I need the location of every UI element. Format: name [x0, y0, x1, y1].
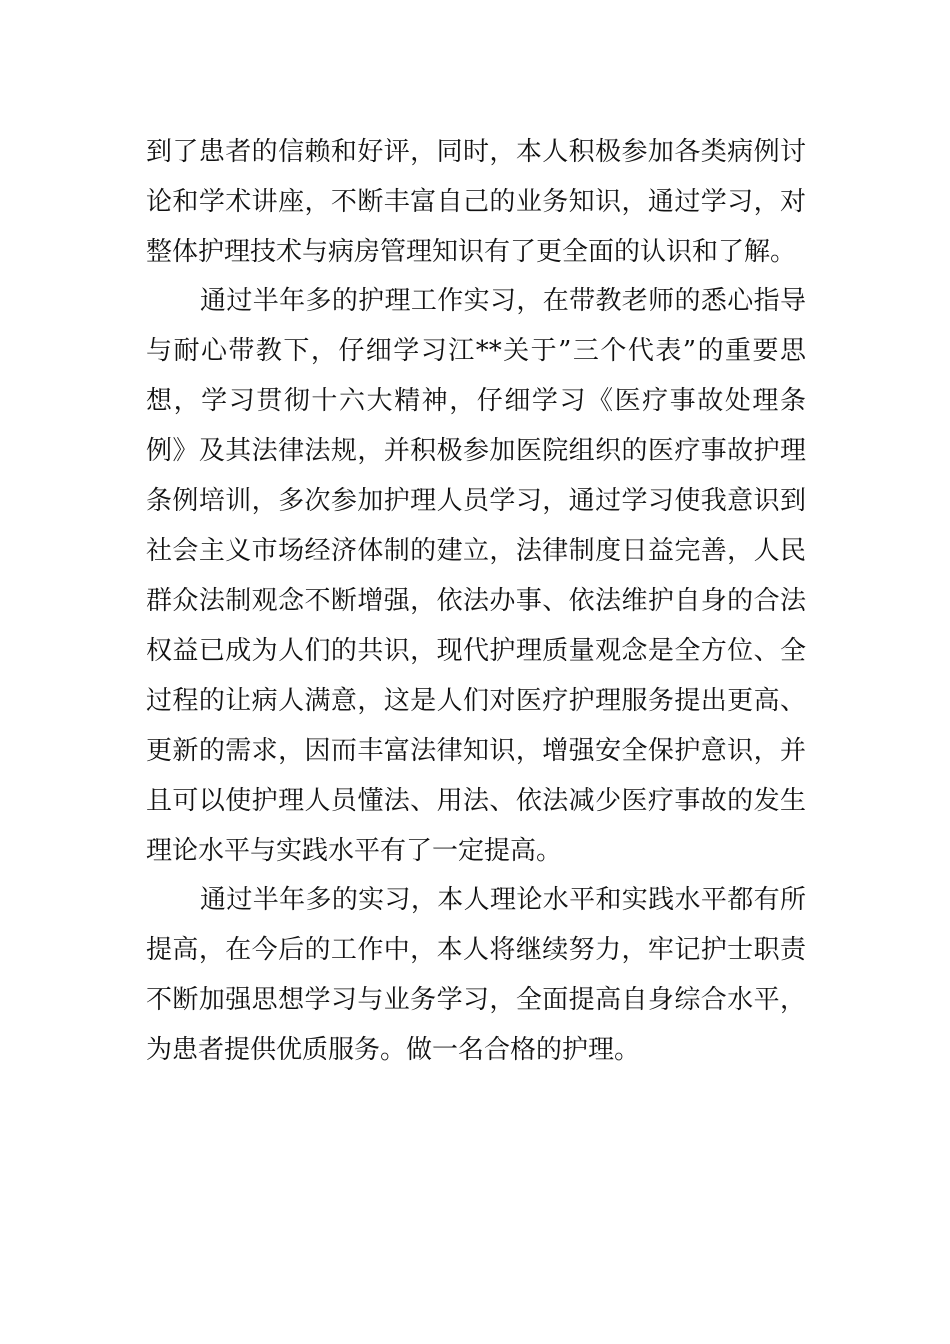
paragraph-2-line-4: 例》及其法律法规，并积极参加医院组织的医疗事故护理: [146, 436, 806, 466]
paragraph-2-line-3: 想，学习贯彻十六大精神，仔细学习《医疗事故处理条: [146, 386, 806, 416]
paragraph-1-line-1: 到了患者的信赖和好评，同时，本人积极参加各类病例讨: [146, 137, 806, 167]
paragraph-2-line-5: 条例培训，多次参加护理人员学习，通过学习使我意识到: [146, 486, 806, 516]
paragraph-3-line-3: 不断加强思想学习与业务学习，全面提高自身综合水平，: [146, 985, 806, 1015]
paragraph-3-line-2: 提高，在今后的工作中，本人将继续努力，牢记护士职责: [146, 935, 806, 965]
paragraph-3-line-4: 为患者提供优质服务。做一名合格的护理。: [146, 1035, 641, 1065]
paragraph-1-line-2: 论和学术讲座，不断丰富自己的业务知识，通过学习，对: [146, 187, 806, 217]
paragraph-2-line-6: 社会主义市场经济体制的建立，法律制度日益完善，人民: [146, 536, 806, 566]
paragraph-2-line-12: 理论水平与实践水平有了一定提高。: [146, 836, 563, 866]
paragraph-2-line-7: 群众法制观念不断增强，依法办事、依法维护自身的合法: [146, 586, 806, 616]
paragraph-2-line-10: 更新的需求，因而丰富法律知识，增强安全保护意识，并: [146, 736, 806, 766]
paragraph-2-line-8: 权益已成为人们的共识，现代护理质量观念是全方位、全: [146, 636, 806, 666]
paragraph-2-line-9: 过程的让病人满意，这是人们对医疗护理服务提出更高、: [146, 686, 806, 716]
paragraph-1-line-3: 整体护理技术与病房管理知识有了更全面的认识和了解。: [146, 237, 797, 267]
paragraph-3-line-1: 通过半年多的实习，本人理论水平和实践水平都有所: [200, 885, 806, 915]
paragraph-2-line-1: 通过半年多的护理工作实习，在带教老师的悉心指导: [200, 286, 806, 316]
paragraph-2-line-11: 且可以使护理人员懂法、用法、依法减少医疗事故的发生: [146, 786, 806, 816]
paragraph-2-line-2: 与耐心带教下，仔细学习江**关于”三个代表”的重要思: [146, 336, 806, 366]
